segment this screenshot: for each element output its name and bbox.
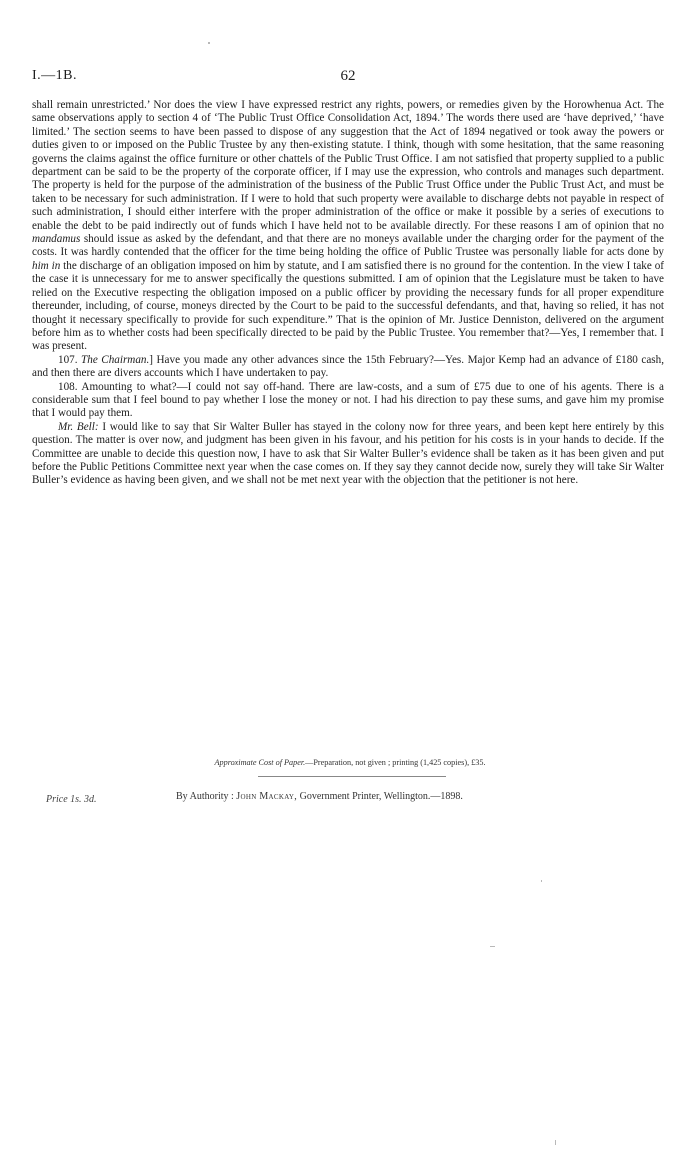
paragraph-mr-bell: Mr. Bell: I would like to say that Sir Walter Buller has stayed in the colony now for three years, and been kept here entirely by this question. The matter is over now, and judgment has been given in his favour, and his petition for his costs is in your hands to decide. If the Committee are unable to decide this question now, I have to ask that Sir Walter Buller’s evidence shall be taken as it has been given and put before the Public Petitions Committee next year when the case comes on. If they say they cannot decide now, surely they will take Sir Walter Buller’s evidence as having been given, and we shall not be met next year with the objection that the petitioner is not here. (32, 420, 664, 487)
paragraph-question-108: 108. Amounting to what?—I could not say off-hand. There are law-costs, and a sum of £75 due to one of his agents. There is a considerable sum that I feel bound to pay whether I lose the money or not. I had his direction to pay these sums, and gave him my promise that I would pay them. (32, 380, 664, 420)
document-reference: I.—1B. (32, 68, 77, 83)
paragraph-judgment-quote: shall remain unrestricted.’ Nor does the view I have expressed restrict any rights, powers, or remedies given by the Horowhenua Act. The same observations apply to section 4 of ‘The Public Trust Office Consolidation Act, 1894.’ The words there used are ‘have deprived,’ ‘have limited.’ The section seems to have been passed to dispose of any suggestion that the Act of 1894 negatived or took away the powers or duties given to or imposed on the Public Trustee by any then-existing statute. I think, though with some hesitation, that the same reasoning governs the claims against the office furniture or other chattels of the Public Trust Office. I am not satisfied that property supplied to a public department can be said to be the property of the corporate officer, if I may use the expression, who controls and manages such department. The property is held for the purpose of the administration of the business of the Public Trust Office under the Public Trust Act, and must be taken to be necessary for such administration. If I were to hold that such property were available to discharge debts not payable in respect of such administration, I should either interfere with the proper administration of the office or make it possible by a series of executions to enable the debt to be paid indirectly out of funds which I have held not to be available directly. For these reasons I am of opinion that no mandamus should issue as asked by the defendant, and that there are no moneys available under the charging order for the payment of the costs. It was hardly contended that the officer for the time being holding the office of Public Trustee was personally liable for acts done by him in the discharge of an obligation imposed on him by statute, and I am satisfied there is no ground for the contention. In the view I take of the case it is unnecessary for me to answer specifically the questions submitted. I am of opinion that the Legislature must be taken to have relied on the Executive respecting the obligation imposed on a public officer by providing the necessary funds for all proper expenditure thereunder, including, of course, moneys directed by the Court to be paid to the successful defendants, and that, having so relied, it has not thought it necessary specifically to provide for such expenditure.” That is the opinion of Mr. Justice Denniston, delivered on the argument before him as to whether costs had been specifically directed to be paid by the Public Trustee. You remember that?—Yes, I remember that. I was present. (32, 99, 664, 353)
scan-speck (541, 880, 542, 882)
scan-speck (208, 42, 210, 44)
price-note: Price 1s. 3d. (46, 794, 97, 805)
page-number: 62 (340, 68, 356, 84)
cost-of-paper-note: Approximate Cost of Paper.—Preparation, not given ; printing (1,425 copies), £35. (214, 758, 486, 767)
scan-speck (490, 946, 495, 947)
printer-imprint: By Authority : John Mackay, Government Printer, Wellington.—1898. (176, 791, 463, 802)
page-header (32, 68, 664, 88)
paragraph-question-107: 107. The Chairman.] Have you made any other advances since the 15th February?—Yes. Major Kemp had an advance of £180 cash, and then there are divers accounts which I have undertaken to pay. (32, 353, 664, 380)
footer-divider (258, 776, 446, 777)
scan-speck (555, 1140, 556, 1145)
document-body (32, 99, 664, 488)
